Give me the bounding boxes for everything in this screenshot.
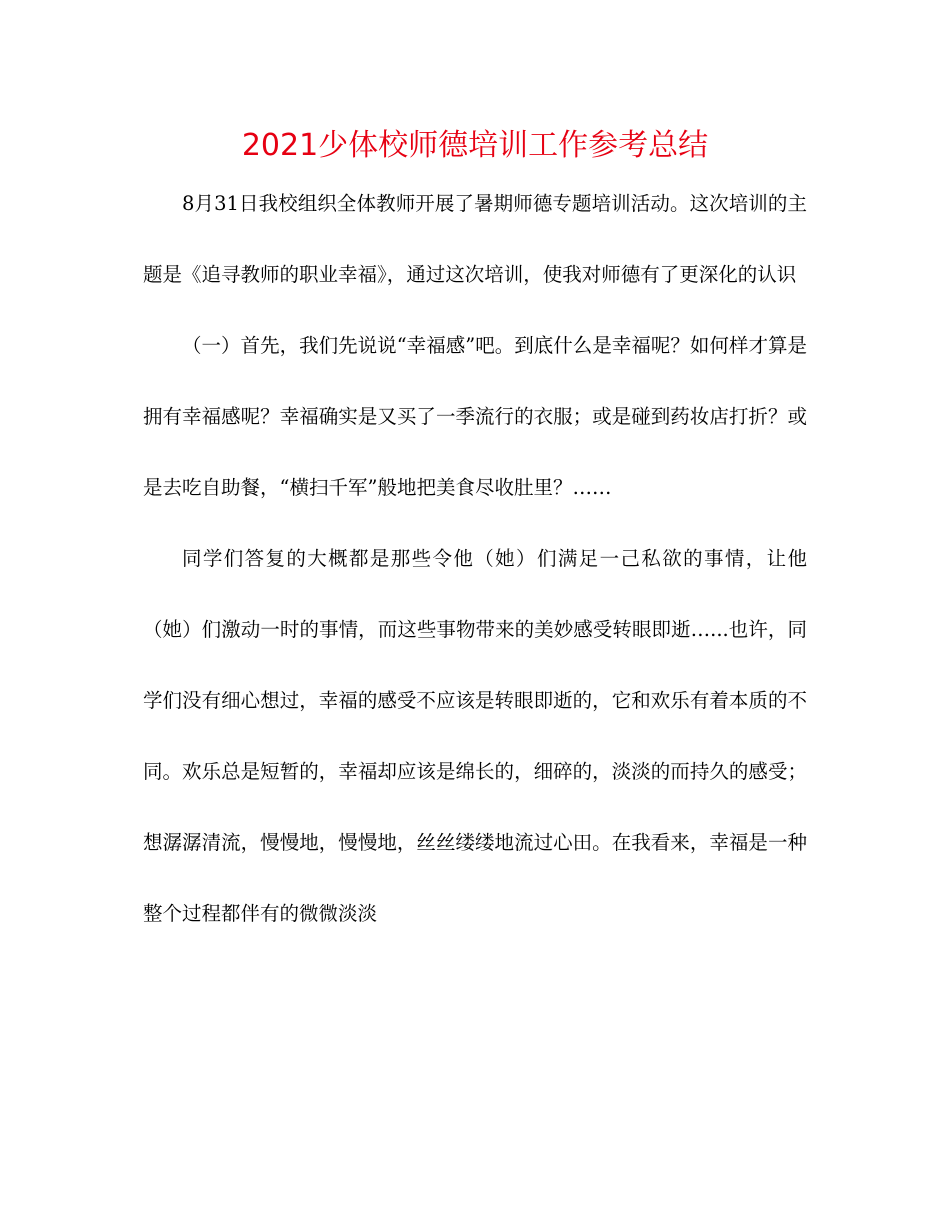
document-title: 2021少体校师德培训工作参考总结	[241, 128, 709, 163]
paragraph-1: 8月31日我校组织全体教师开展了暑期师德专题培训活动。这次培训的主题是《追寻教师的职业幸福》，通过这次培训，使我对师德有了更深化的认识	[143, 192, 807, 286]
paragraph-2: （一）首先，我们先说说“幸福感”吧。到底什么是幸福呢？如何样才算是拥有幸福感呢？幸福确实是又买了一季流行的衣服；或是碰到药妆店打折？或是去吃自助餐，“横扫千军”般地把美食尽收肚里？……	[143, 334, 807, 499]
document-body	[143, 168, 807, 949]
paragraph-3: 同学们答复的大概都是那些令他（她）们满足一己私欲的事情，让他（她）们激动一时的事情，而这些事物带来的美妙感受转眼即逝…...也许，同学们没有细心想过，幸福的感受不应该是转眼即逝的，它和欢乐有着本质的不同。欢乐总是短暂的，幸福却应该是绵长的，细碎的，淡淡的而持久的感受；想潺潺清流，慢慢地，慢慢地，丝丝缕缕地流过心田。在我看来，幸福是一种整个过程都伴有的微微淡淡	[143, 547, 807, 925]
